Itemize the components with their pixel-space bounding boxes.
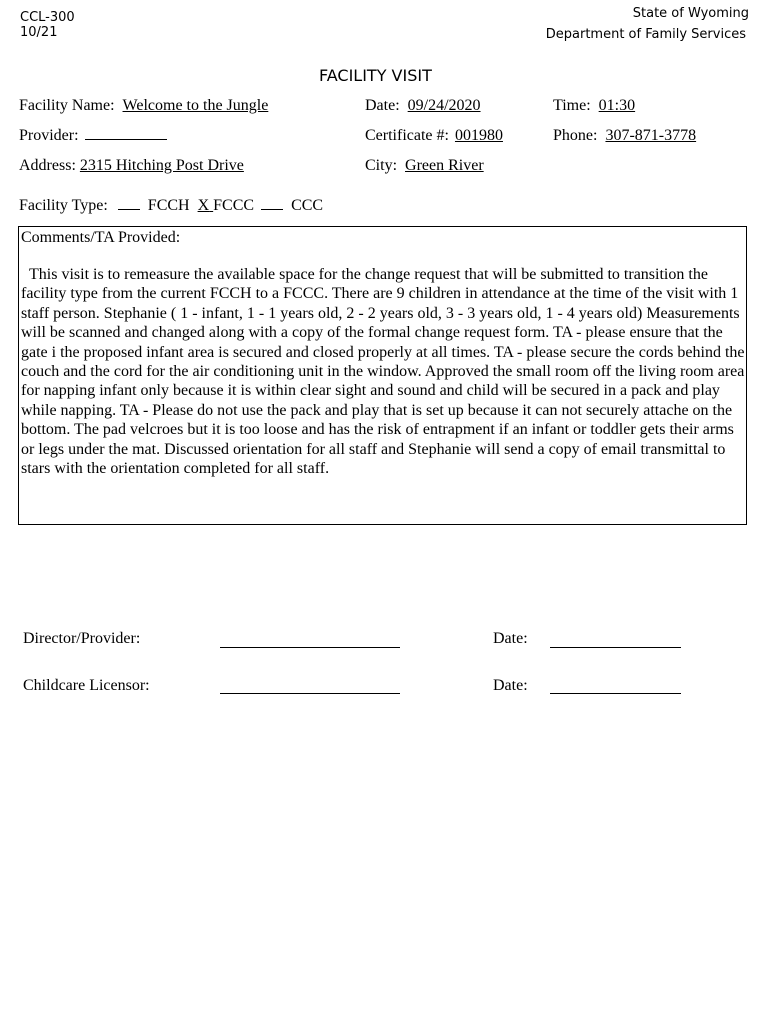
licensor-date-label: Date: — [493, 677, 528, 694]
visit-date-value: 09/24/2020 — [407, 97, 481, 114]
facility-type-field — [19, 197, 323, 215]
director-date-line — [550, 647, 681, 648]
department-name: Department of Family Services — [545, 27, 746, 42]
facility-type-label: Facility Type: — [19, 197, 108, 214]
comments-label: Comments/TA Provided: — [21, 229, 181, 246]
licensor-label: Childcare Licensor: — [23, 677, 150, 694]
fcch-option: FCCH — [147, 197, 190, 214]
facility-name-value: Welcome to the Jungle — [122, 97, 269, 114]
facility-name-field — [19, 97, 268, 115]
visit-time-value: 01:30 — [598, 97, 636, 114]
city-field — [365, 157, 484, 175]
address-value: 2315 Hitching Post Drive — [79, 157, 244, 174]
page-title: FACILITY VISIT — [319, 66, 432, 85]
phone-field — [553, 127, 696, 145]
ccc-option: CCC — [291, 197, 324, 214]
fcch-checkbox-blank — [118, 197, 140, 210]
form-id: CCL-300 — [20, 10, 75, 25]
address-field — [19, 157, 244, 175]
director-signature-line — [220, 647, 400, 648]
visit-time-label: Time: — [553, 97, 591, 114]
city-label: City: — [365, 157, 398, 174]
phone-label: Phone: — [553, 127, 598, 144]
comments-text: This visit is to remeasure the available space for the change request that will be submitted to transition the facility type from the current FCCH to a FCCC. There are 9 children in attendance at the time of the visit with 1 staff person. Stephanie ( 1 - infant, 1 - 1 years old, 2 - 2 years old, 3 - 3 years old, 1 - 4 years old) Measurements will be scanned and changed along with a copy of the formal change request form. TA - please ensure that the gate i the proposed infant area is secured and closed properly at all times. TA - please secure the cords behind the couch and the cord for the air conditioning unit in the window. Approved the small room off the living room area for napping infant only because it is within clear sight and sound and child will be secured in a pack and play while napping. TA - Please do not use the pack and play that is set up because it can not securely attache on the bottom. The pad velcroes but it is too loose and has the risk of entrapment if an infant or toddler gets their arms or legs under the mat. Discussed orientation for all staff and Stephanie will send a copy of email transmittal to stars with the orientation completed for all staff. — [21, 266, 749, 478]
visit-date-field — [365, 97, 481, 115]
form-date: 10/21 — [20, 25, 58, 40]
director-provider-label: Director/Provider: — [23, 630, 141, 647]
provider-value — [85, 127, 167, 140]
certificate-value: 001980 — [454, 127, 503, 144]
comments-box — [18, 226, 747, 525]
provider-label: Provider: — [19, 127, 79, 144]
city-value: Green River — [405, 157, 484, 174]
certificate-field — [365, 127, 503, 145]
visit-time-field — [553, 97, 635, 115]
fccc-option: FCCC — [213, 197, 255, 214]
certificate-label: Certificate #: — [365, 127, 449, 144]
fccc-mark: X — [197, 197, 210, 214]
provider-field — [19, 127, 167, 145]
licensor-signature-line — [220, 693, 400, 694]
licensor-date-line — [550, 693, 681, 694]
state-name: State of Wyoming — [632, 6, 749, 21]
visit-date-label: Date: — [365, 97, 400, 114]
address-label: Address: — [19, 157, 76, 174]
phone-value: 307-871-3778 — [605, 127, 697, 144]
director-date-label: Date: — [493, 630, 528, 647]
ccc-checkbox-blank — [261, 197, 283, 210]
facility-name-label: Facility Name: — [19, 97, 115, 114]
